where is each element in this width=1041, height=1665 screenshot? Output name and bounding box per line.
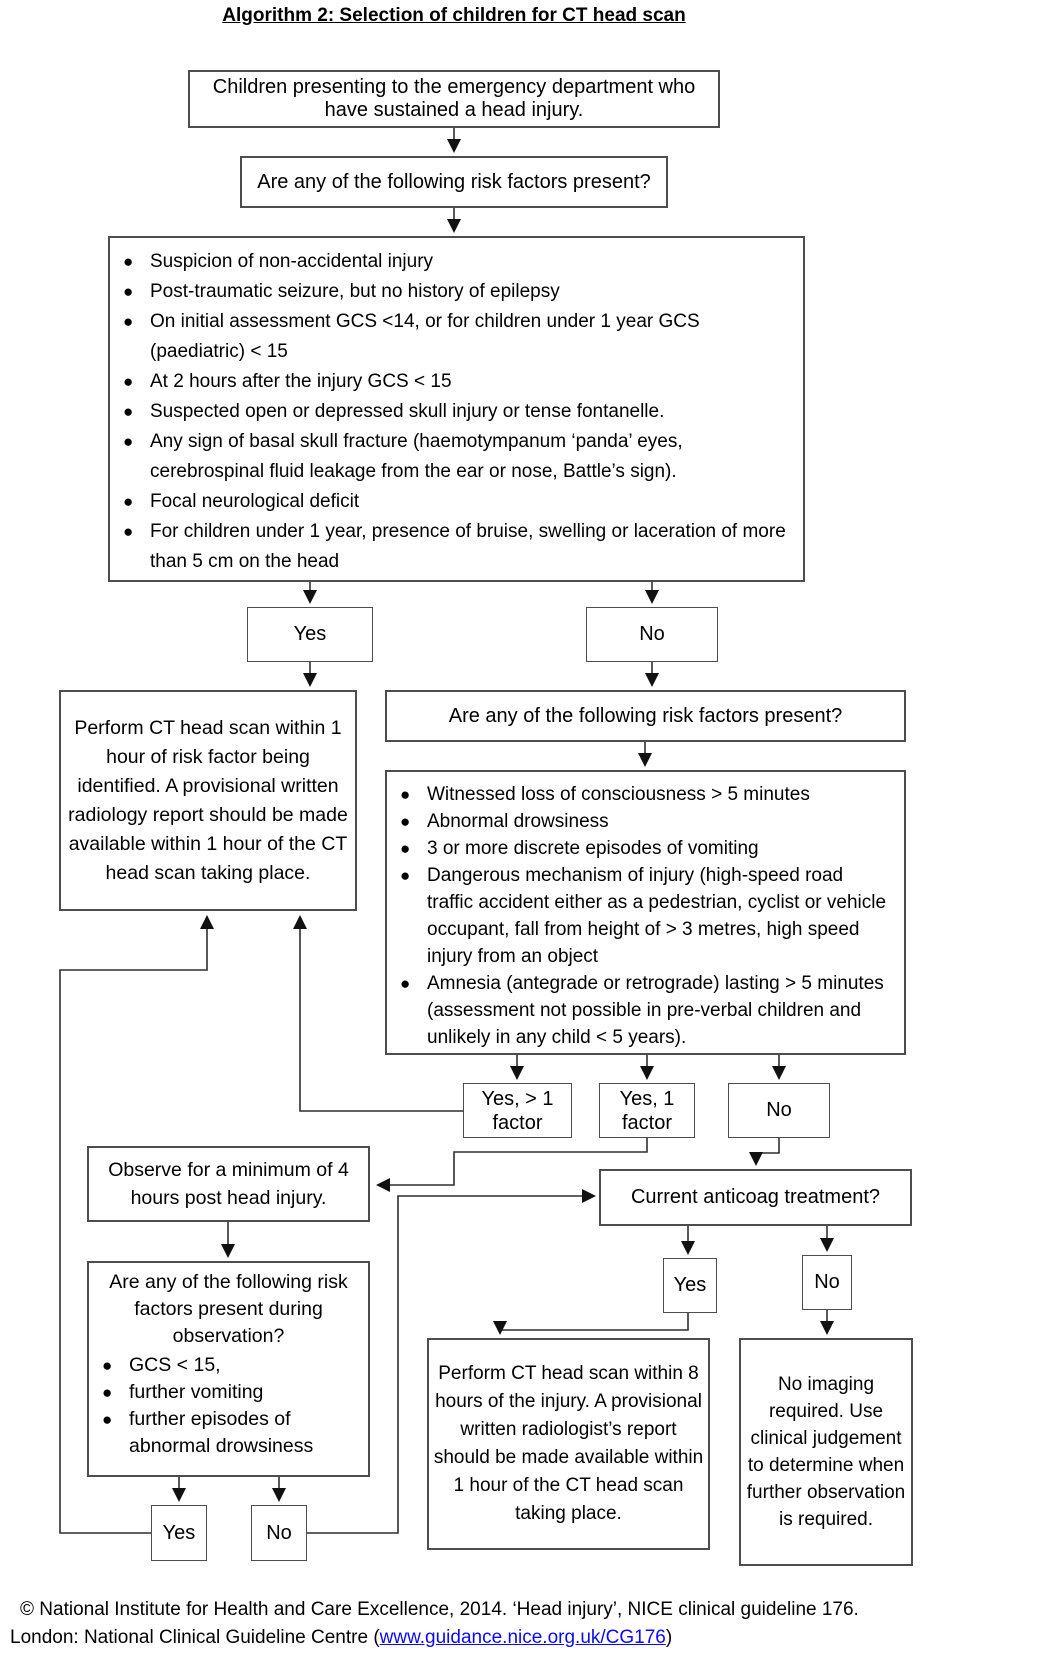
footer-copyright [10,1596,1030,1652]
node-no-imaging: No imaging required. Use clinical judgement to determine when further observation is required. [739,1338,913,1566]
node-question-2: Are any of the following risk factors present? [385,690,906,742]
footer-line-1: © National Institute for Health and Care Excellence, 2014. ‘Head injury’, NICE clinical guideline 176. [20,1599,859,1620]
bullet-item: ● Suspicion of non-accidental injury [110,247,799,277]
node-yes-multi-factor: Yes, > 1 factor [463,1083,572,1138]
bullet-item: ● Any sign of basal skull fracture (haemotympanum ‘panda’ eyes, cerebrospinal fluid leakage from the ear or nose, Battle’s sign). [110,427,799,487]
node-no-2: No [728,1083,830,1138]
bullet-icon: ● [102,1383,113,1402]
node-ct-8-hours: Perform CT head scan within 8 hours of the injury. A provisional written radiologist’s report should be made available within 1 hour of the CT head scan taking place. [427,1338,710,1550]
node-yes-1: Yes [247,607,373,662]
bullet-item: ● 3 or more discrete episodes of vomiting [387,835,900,862]
bullet-icon: ● [123,402,134,421]
bullet-icon: ● [123,522,134,541]
bullet-item: ● On initial assessment GCS <14, or for children under 1 year GCS (paediatric) < 15 [110,307,799,367]
bullet-item: ● Dangerous mechanism of injury (high-speed road traffic accident either as a pedestrian, cyclist or vehicle occupant, fall from height of > 3 metres, high speed injury from an object [387,862,900,970]
node-question-1-text: Are any of the following risk factors present? [257,170,651,193]
node-question-1 [240,156,668,208]
node-ct-1-hour: Perform CT head scan within 1 hour of risk factor being identified. A provisional written radiology report should be made available within 1 hour of the CT head scan taking place. [59,690,357,911]
bullet-icon: ● [102,1356,113,1375]
footer-link[interactable]: www.guidance.nice.org.uk/CG176 [379,1627,666,1648]
bullet-item: ● Amnesia (antegrade or retrograde) lasting > 5 minutes (assessment not possible in pre-verbal children and unlikely in any child < 5 years). [387,970,900,1051]
bullet-icon: ● [123,432,134,451]
bullet-icon: ● [400,785,411,804]
node-risk-factors-1 [108,236,805,582]
bullet-item: ● further vomiting [89,1379,368,1406]
node-no-observation: No [251,1505,307,1561]
bullet-item: ● At 2 hours after the injury GCS < 15 [110,367,799,397]
bullet-item: ● Focal neurological deficit [110,487,799,517]
bullet-item: ● Suspected open or depressed skull injury or tense fontanelle. [110,397,799,427]
bullet-icon: ● [400,974,411,993]
bullet-item: ● Post-traumatic seizure, but no history of epilepsy [110,277,799,307]
bullet-icon: ● [102,1410,113,1429]
bullet-item: ● GCS < 15, [89,1352,368,1379]
node-start [188,70,720,128]
bullet-item: ● Witnessed loss of consciousness > 5 minutes [387,781,900,808]
node-question-observation [87,1261,370,1477]
flowchart-title: Algorithm 2: Selection of children for CT head scan [222,5,686,26]
node-observe-4-hours: Observe for a minimum of 4 hours post head injury. [87,1146,370,1222]
bullet-icon: ● [123,282,134,301]
observation-question-heading: Are any of the following risk factors present during observation? [109,1271,348,1347]
bullet-item: ● Abnormal drowsiness [387,808,900,835]
footer-line-2: London: National Clinical Guideline Centre (www.guidance.nice.org.uk/CG176) [10,1627,673,1648]
node-yes-one-factor: Yes, 1 factor [599,1083,695,1138]
node-risk-factors-2 [385,770,906,1055]
bullet-icon: ● [123,252,134,271]
node-yes-observation: Yes [151,1505,207,1561]
bullet-icon: ● [400,839,411,858]
node-anticoag-yes: Yes [663,1258,717,1313]
node-start-text: Children presenting to the emergency department who have sustained a head injury. [212,76,696,121]
bullet-icon: ● [123,492,134,511]
node-anticoag-question: Current anticoag treatment? [599,1169,912,1226]
node-no-1: No [586,607,718,662]
bullet-icon: ● [123,312,134,331]
bullet-icon: ● [400,812,411,831]
bullet-item: ● For children under 1 year, presence of bruise, swelling or laceration of more than 5 cm on the head [110,517,799,577]
bullet-icon: ● [123,372,134,391]
bullet-item: ● further episodes of abnormal drowsiness [89,1406,368,1460]
node-anticoag-no: No [802,1255,852,1310]
bullet-icon: ● [400,866,411,885]
